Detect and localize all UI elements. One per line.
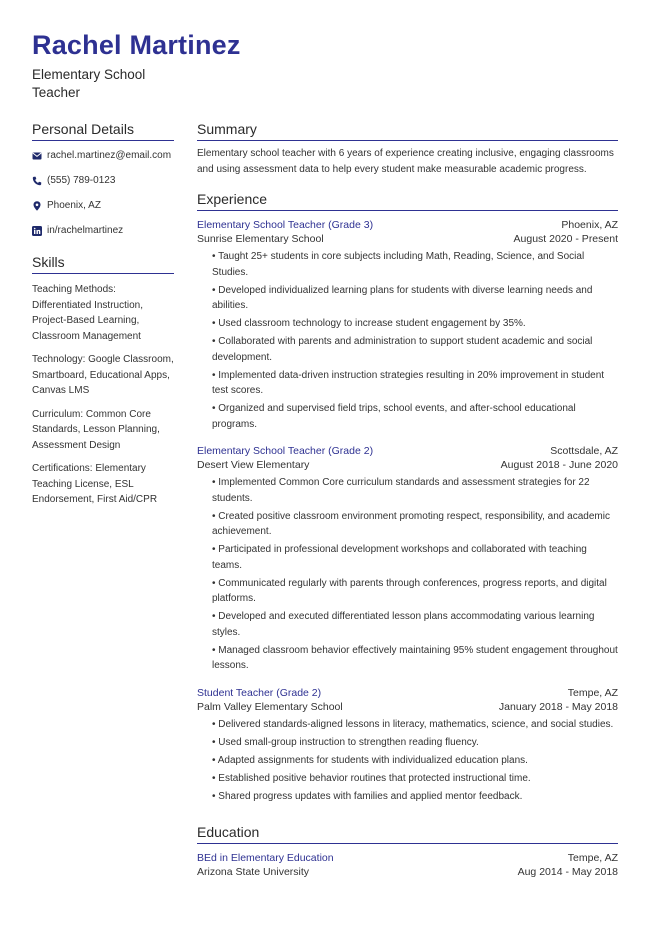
job-bullets xyxy=(212,717,618,805)
contact-phone[interactable] xyxy=(32,174,174,188)
right-column xyxy=(197,121,618,879)
job-bullets xyxy=(212,249,618,432)
bullet-item: • Organized and supervised field trips, school events, and after-school educational programs. xyxy=(212,401,618,432)
location-text: Phoenix, AZ xyxy=(47,200,101,211)
bullet-item: • Developed and executed differentiated lesson plans accommodating various learning styles. xyxy=(212,609,618,640)
education-heading: Education xyxy=(197,824,618,844)
map-pin-icon xyxy=(32,201,42,211)
contact-linkedin[interactable] xyxy=(32,224,174,238)
envelope-icon xyxy=(32,151,42,161)
linkedin-icon xyxy=(32,226,42,236)
summary-heading: Summary xyxy=(197,121,618,141)
candidate-name: Rachel Martinez xyxy=(32,30,241,60)
role-line-1: Elementary School xyxy=(32,67,146,82)
job-organization: Palm Valley Elementary School xyxy=(197,700,343,713)
bullet-item: • Created positive classroom environment promoting respect, responsibility, and academic achievement. xyxy=(212,509,618,540)
phone-text: (555) 789-0123 xyxy=(47,175,116,186)
skill-item: Curriculum: Common Core Standards, Lesson Planning, Assessment Design xyxy=(32,408,160,451)
job-title: Student Teacher (Grade 2) xyxy=(197,686,322,699)
skill-item: Technology: Google Classroom, Smartboard, Educational Apps, Canvas LMS xyxy=(32,354,174,396)
email-text: rachel.martinez@email.com xyxy=(47,150,172,161)
job-location: Tempe, AZ xyxy=(567,686,618,699)
bullet-item: • Used small-group instruction to strengthen reading fluency. xyxy=(212,735,618,751)
job-title: Elementary School Teacher (Grade 3) xyxy=(197,219,374,231)
job-bullets xyxy=(212,475,618,674)
school-name: Arizona State University xyxy=(197,866,310,878)
bullet-item: • Shared progress updates with families and applied mentor feedback. xyxy=(212,789,618,805)
bullet-item: • Developed individualized learning plans for students with diverse learning needs and abilities. xyxy=(212,283,618,314)
personal-details-heading: Personal Details xyxy=(32,121,174,141)
education-dates: Aug 2014 - May 2018 xyxy=(517,866,618,878)
bullet-item: • Delivered standards-aligned lessons in literacy, mathematics, science, and social studies. xyxy=(212,717,618,733)
bullet-item: • Used classroom technology to increase student engagement by 35%. xyxy=(212,316,618,332)
skill-item: Teaching Methods: Differentiated Instruction, Project-Based Learning, Classroom Management xyxy=(32,284,143,342)
job-dates: January 2018 - May 2018 xyxy=(498,700,618,713)
job-organization: Sunrise Elementary School xyxy=(197,233,324,245)
job-dates: August 2020 - Present xyxy=(513,233,618,245)
bullet-item: • Collaborated with parents and administration to support student academic and social development. xyxy=(212,334,618,365)
bullet-item: • Implemented data-driven instruction strategies resulting in 20% improvement in student test scores. xyxy=(212,368,618,399)
education-location: Tempe, AZ xyxy=(567,852,618,864)
education-entry xyxy=(197,851,618,879)
experience-entry xyxy=(197,218,618,432)
bullet-item: • Implemented Common Core curriculum standards and assessment strategies for 22 students. xyxy=(212,475,618,506)
bullet-item: • Adapted assignments for students with individualized education plans. xyxy=(212,753,618,769)
left-column xyxy=(32,121,174,508)
candidate-role xyxy=(32,66,182,102)
bullet-item: • Communicated regularly with parents through conferences, progress reports, and digital platforms. xyxy=(212,576,618,607)
experience-heading: Experience xyxy=(197,191,618,211)
summary-text: Elementary school teacher with 6 years of experience creating inclusive, engaging classrooms and using assessment data to help every student make measurable academic progress. xyxy=(197,148,614,175)
bullet-item: • Taught 25+ students in core subjects including Math, Reading, Science, and Social Studies. xyxy=(212,249,618,280)
role-line-2: Teacher xyxy=(32,85,81,100)
linkedin-text: in/rachelmartinez xyxy=(47,225,124,236)
experience-entry xyxy=(197,444,618,674)
job-location: Scottsdale, AZ xyxy=(550,445,618,457)
phone-icon xyxy=(32,176,42,186)
job-title: Elementary School Teacher (Grade 2) xyxy=(197,445,374,457)
contact-location xyxy=(32,199,174,213)
job-location: Phoenix, AZ xyxy=(561,219,618,231)
job-dates: August 2018 - June 2020 xyxy=(500,459,618,471)
job-organization: Desert View Elementary xyxy=(197,459,310,471)
contact-email[interactable] xyxy=(32,149,174,163)
experience-entry xyxy=(197,686,618,805)
degree-title: BEd in Elementary Education xyxy=(197,852,334,864)
skill-item: Certifications: Elementary Teaching License, ESL Endorsement, First Aid/CPR xyxy=(32,463,158,505)
skills-heading: Skills xyxy=(32,254,174,274)
bullet-item: • Participated in professional development workshops and collaborated with teaching teams. xyxy=(212,542,618,573)
skills-list xyxy=(32,282,174,508)
bullet-item: • Established positive behavior routines that protected instructional time. xyxy=(212,771,618,787)
contact-list xyxy=(32,149,174,238)
bullet-item: • Managed classroom behavior effectively maintaining 95% student engagement throughout lessons. xyxy=(212,643,618,674)
